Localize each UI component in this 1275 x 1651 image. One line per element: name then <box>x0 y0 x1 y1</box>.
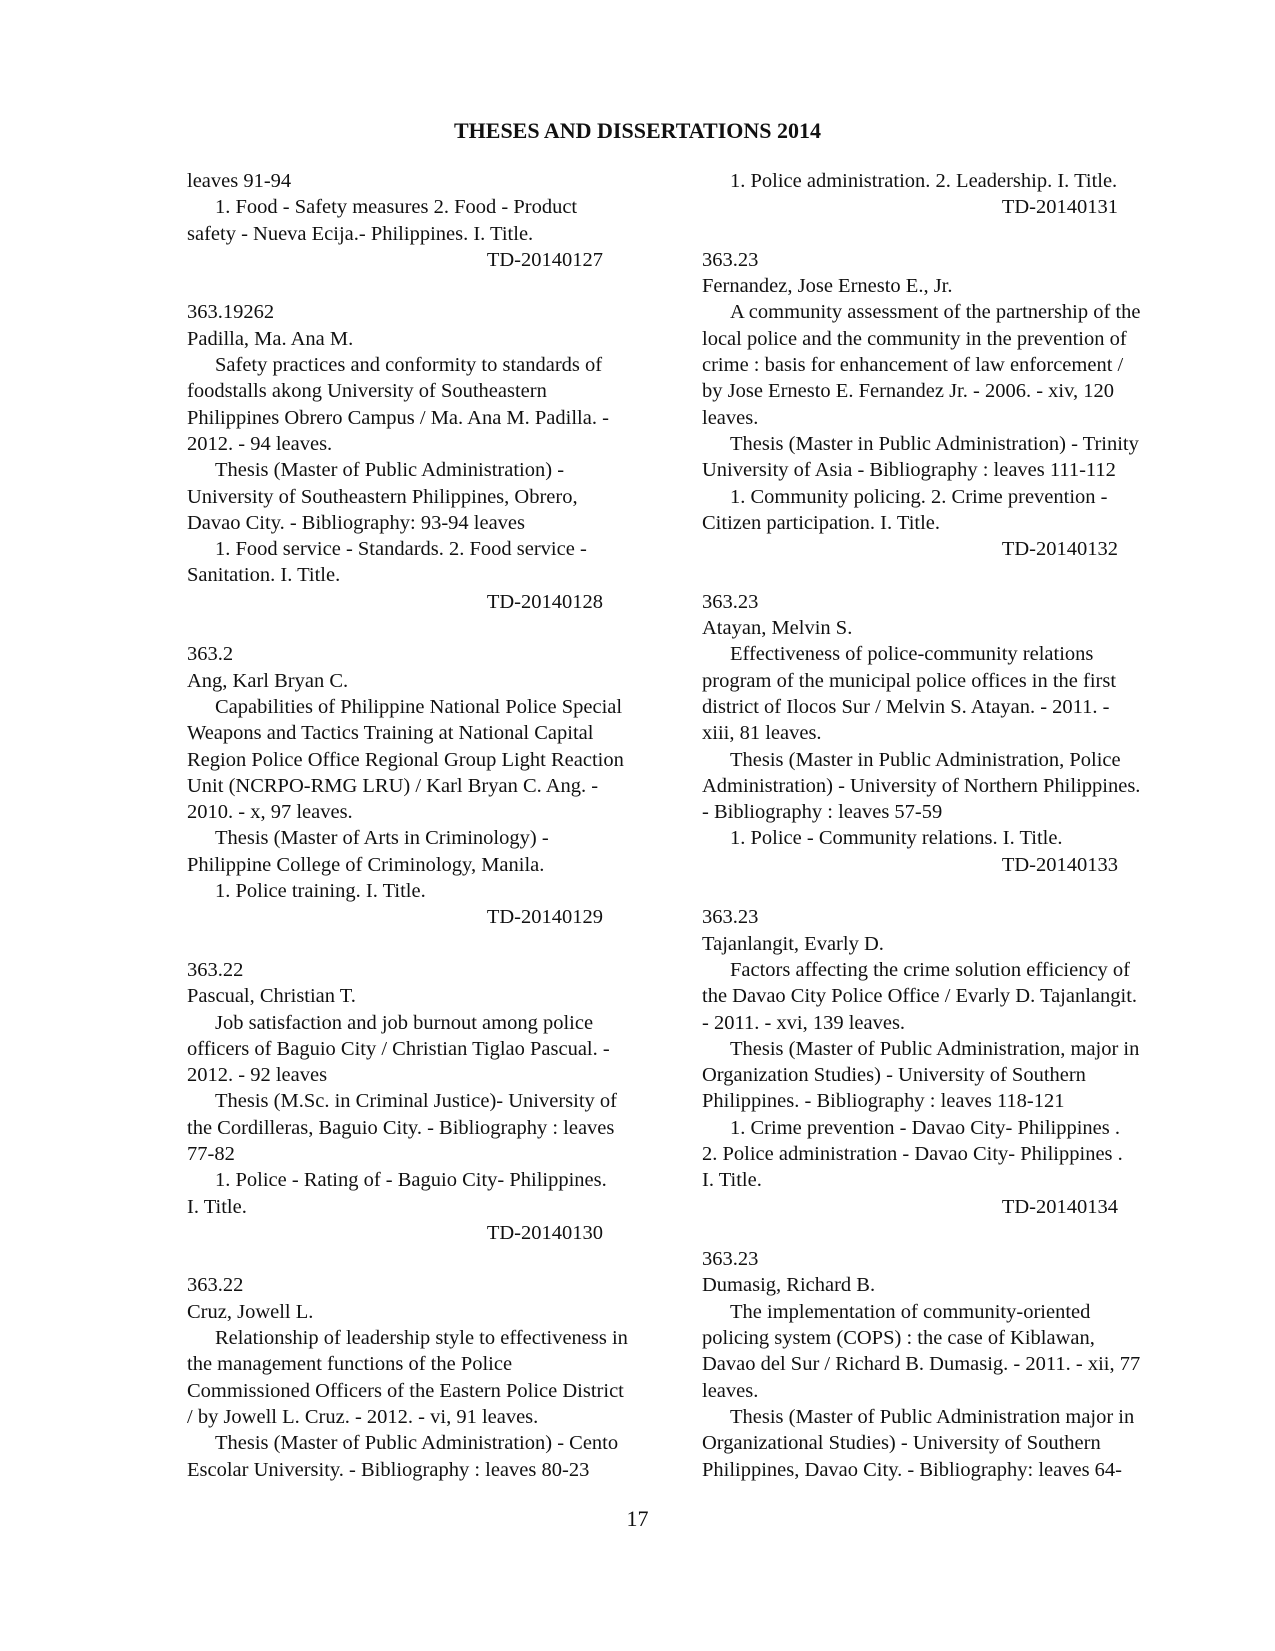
entry-line: Unit (NCRPO-RMG LRU) / Karl Bryan C. Ang. - <box>187 774 599 797</box>
entry-line: University of Southeastern Philippines, Obrero, <box>187 485 578 508</box>
entry-line: Organizational Studies) - University of Southern <box>702 1432 1101 1455</box>
entry-separator <box>187 1246 667 1272</box>
entry-line: Job satisfaction and job burnout among police <box>215 1011 594 1034</box>
record-id: TD-20140129 <box>486 906 603 929</box>
entry-line: Atayan, Melvin S. <box>702 617 853 640</box>
right-column <box>702 168 1182 1483</box>
entry-line: 1. Police administration. 2. Leadership. I. Title. <box>730 170 1118 192</box>
entry-line: Thesis (Master of Public Administration major in <box>730 1405 1135 1428</box>
entry-line: Thesis (Master of Public Administration) - Cento <box>215 1432 619 1455</box>
entry-line: Region Police Office Regional Group Light Reaction <box>187 748 624 771</box>
entry-line: 77-82 <box>187 1142 235 1165</box>
entry-line: crime : basis for enhancement of law enforcement / <box>702 354 1124 377</box>
entry-line: 1. Food - Safety measures 2. Food - Product <box>215 196 578 219</box>
entry-separator <box>702 878 1182 904</box>
entry-separator <box>187 931 667 957</box>
entry-line: 1. Food service - Standards. 2. Food service - <box>215 538 587 561</box>
entry-line: Davao City. - Bibliography: 93-94 leaves <box>187 511 525 534</box>
entry-line: xiii, 81 leaves. <box>702 722 822 745</box>
entry-line: by Jose Ernesto E. Fernandez Jr. - 2006. - xiv, 120 <box>702 380 1115 403</box>
entry-line: 2010. - x, 97 leaves. <box>187 801 353 824</box>
record-id: TD-20140127 <box>486 248 603 271</box>
call-number: 363.23 <box>702 590 759 613</box>
entry-line: 1. Crime prevention - Davao City- Philippines . <box>730 1116 1121 1139</box>
entry-line: 2. Police administration - Davao City- Philippines . <box>702 1142 1123 1165</box>
entry-line: - 2011. - xvi, 139 leaves. <box>702 1011 906 1034</box>
entry-line: Citizen participation. I. Title. <box>702 511 941 534</box>
entry-line: Cruz, Jowell L. <box>187 1300 314 1323</box>
entry-line: The implementation of community-oriented <box>730 1300 1091 1323</box>
entry-line: 1. Police - Community relations. I. Title. <box>730 827 1063 850</box>
entry-line: I. Title. <box>702 1169 762 1192</box>
entry-line: Effectiveness of police-community relations <box>730 643 1094 666</box>
entry-line: Commissioned Officers of the Eastern Police District <box>187 1379 624 1402</box>
entry-line: Ang, Karl Bryan C. <box>187 669 349 692</box>
entry-line: safety - Nueva Ecija.- Philippines. I. Title. <box>187 222 534 245</box>
entry-line: local police and the community in the prevention of <box>702 327 1127 350</box>
entry-line: leaves. <box>702 406 759 429</box>
entry-line: the Cordilleras, Baguio City. - Bibliography : leaves <box>187 1116 615 1139</box>
entry-line: the Davao City Police Office / Evarly D. Tajanlangit. <box>702 985 1138 1008</box>
entry-line: Weapons and Tactics Training at National Capital <box>187 722 594 745</box>
entry-line: Sanitation. I. Title. <box>187 564 341 587</box>
entry-line: Escolar University. - Bibliography : leaves 80-23 <box>187 1458 590 1481</box>
left-column <box>187 168 667 1483</box>
entry-line: policing system (COPS) : the case of Kiblawan, <box>702 1327 1095 1350</box>
entry-line: Thesis (Master in Public Administration) - Trinity <box>730 432 1139 455</box>
entry-line: I. Title. <box>187 1195 247 1218</box>
record-id: TD-20140132 <box>1001 538 1118 561</box>
entry-separator <box>702 221 1182 247</box>
entry-line: Thesis (Master in Public Administration, Police <box>730 748 1121 771</box>
entry-line: Dumasig, Richard B. <box>702 1274 876 1297</box>
entry-line: Thesis (Master of Public Administration, major in <box>730 1037 1140 1060</box>
entry-line: the management functions of the Police <box>187 1353 513 1376</box>
entry-line: Relationship of leadership style to effectiveness in <box>215 1327 628 1350</box>
entry-line: foodstalls akong University of Southeastern <box>187 380 547 403</box>
entry-line: Philippine College of Criminology, Manila. <box>187 853 545 876</box>
entry-line: 2012. - 94 leaves. <box>187 432 333 455</box>
entry-separator <box>187 273 667 299</box>
entry-line: Philippines Obrero Campus / Ma. Ana M. Padilla. - <box>187 406 609 429</box>
entry-line: 2012. - 92 leaves <box>187 1064 328 1087</box>
entry-line: officers of Baguio City / Christian Tiglao Pascual. - <box>187 1037 610 1060</box>
entry-line: program of the municipal police offices in the first <box>702 669 1117 692</box>
record-id: TD-20140130 <box>486 1221 603 1244</box>
page-title: THESES AND DISSERTATIONS 2014 <box>453 118 822 143</box>
call-number: 363.22 <box>187 1274 244 1297</box>
entry-line: / by Jowell L. Cruz. - 2012. - vi, 91 leaves. <box>187 1405 539 1428</box>
entry-line: University of Asia - Bibliography : leaves 111-112 <box>702 459 1116 482</box>
entry-line: Pascual, Christian T. <box>187 985 356 1008</box>
entry-line: leaves. <box>702 1379 759 1402</box>
record-id: TD-20140131 <box>1001 196 1118 219</box>
entry-line: Fernandez, Jose Ernesto E., Jr. <box>702 275 953 298</box>
entry-line: Thesis (M.Sc. in Criminal Justice)- University of <box>215 1090 617 1113</box>
call-number: 363.19262 <box>187 301 275 324</box>
entry-separator <box>187 615 667 641</box>
entry-line: A community assessment of the partnership of the <box>730 301 1141 324</box>
entry-line: Factors affecting the crime solution efficiency of <box>730 958 1130 981</box>
entry-line: 1. Police training. I. Title. <box>215 880 426 903</box>
entry-line: - Bibliography : leaves 57-59 <box>702 801 943 824</box>
entry-line: Administration) - University of Northern Philippines. <box>702 774 1141 797</box>
entry-separator <box>702 1220 1182 1246</box>
entry-line: leaves 91-94 <box>187 170 292 192</box>
entry-line: Tajanlangit, Evarly D. <box>702 932 884 955</box>
call-number: 363.22 <box>187 958 244 981</box>
call-number: 363.23 <box>702 906 759 929</box>
entry-line: district of Ilocos Sur / Melvin S. Atayan. - 2011. - <box>702 695 1110 718</box>
entry-line: Philippines, Davao City. - Bibliography: leaves 64- <box>702 1458 1122 1481</box>
page-number: 17 <box>626 1506 649 1531</box>
entry-line: Thesis (Master of Public Administration) - <box>215 459 565 482</box>
entry-line: Davao del Sur / Richard B. Dumasig. - 2011. - xii, 77 <box>702 1353 1141 1376</box>
entry-line: 1. Community policing. 2. Crime prevention - <box>730 485 1108 508</box>
call-number: 363.2 <box>187 643 234 666</box>
entry-line: Padilla, Ma. Ana M. <box>187 327 354 350</box>
entry-line: Philippines. - Bibliography : leaves 118-121 <box>702 1090 1065 1113</box>
record-id: TD-20140133 <box>1001 853 1118 876</box>
record-id: TD-20140128 <box>486 590 603 613</box>
record-id: TD-20140134 <box>1001 1195 1118 1218</box>
entry-line: Thesis (Master of Arts in Criminology) - <box>215 827 549 850</box>
entry-line: Organization Studies) - University of Southern <box>702 1064 1086 1087</box>
entry-line: 1. Police - Rating of - Baguio City- Philippines. <box>215 1169 607 1192</box>
entry-line: Safety practices and conformity to standards of <box>215 354 603 377</box>
call-number: 363.23 <box>702 1248 759 1271</box>
call-number: 363.23 <box>702 248 759 271</box>
entry-separator <box>702 562 1182 588</box>
entry-line: Capabilities of Philippine National Police Special <box>215 695 623 718</box>
